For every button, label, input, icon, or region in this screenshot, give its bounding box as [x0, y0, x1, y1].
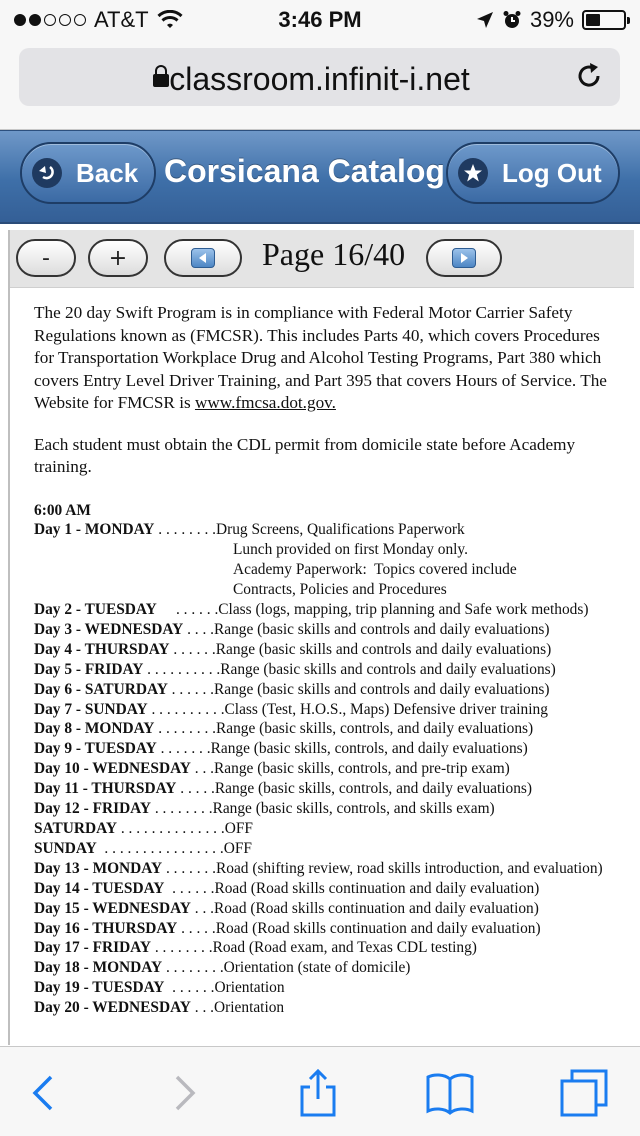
schedule-row — [34, 620, 624, 640]
page-indicator: Page 16/40 — [262, 236, 406, 272]
schedule-day: Day 4 - THURSDAY — [34, 640, 170, 658]
browser-address-area — [0, 40, 640, 130]
schedule-row — [34, 799, 624, 819]
schedule-desc: Orientation (state of domicile) — [223, 959, 411, 977]
status-time: 3:46 PM — [278, 7, 362, 32]
schedule-row — [34, 978, 624, 998]
schedule-row — [34, 998, 624, 1018]
schedule-dots: . . . . . . . . — [151, 939, 213, 957]
schedule-note: Lunch provided on first Monday only. — [233, 541, 468, 559]
schedule-dots: . . . . . . — [156, 601, 219, 619]
schedule-row — [34, 859, 624, 879]
next-page-button[interactable] — [426, 239, 502, 277]
document-page — [34, 302, 624, 1018]
schedule-desc: Range (basic skills, controls, and skills exam) — [212, 800, 495, 818]
status-right — [476, 7, 626, 33]
schedule-desc: Road (Road exam, and Texas CDL testing) — [212, 939, 477, 957]
schedule-dots: . . . . . . . . . . . . . . . . — [96, 839, 224, 857]
schedule-row — [34, 938, 624, 958]
schedule-desc: OFF — [224, 820, 253, 837]
schedule-day: Day 20 - WEDNESDAY — [34, 999, 191, 1017]
schedule-desc: Range (basic skills, controls, and daily evaluations) — [215, 720, 534, 738]
schedule-row — [34, 899, 624, 919]
schedule-day: SUNDAY — [34, 839, 97, 857]
next-arrow-icon — [452, 248, 476, 268]
schedule-day: Day 13 - MONDAY — [34, 859, 163, 877]
schedule-desc: Road (Road skills continuation and daily evaluation) — [214, 879, 540, 897]
document-edge — [8, 230, 10, 1045]
schedule-day: Day 5 - FRIDAY — [34, 660, 144, 678]
program-paragraph — [34, 302, 624, 415]
schedule-note: Contracts, Policies and Procedures — [233, 581, 447, 599]
battery-icon — [582, 10, 626, 30]
schedule-day: Day 15 - WEDNESDAY — [34, 899, 191, 917]
fmcsa-link[interactable]: www.fmcsa.dot.gov. — [194, 393, 336, 412]
back-arrow-icon — [32, 158, 62, 188]
permit-paragraph: Each student must obtain the CDL permit from domicile state before Academy training. — [34, 434, 576, 476]
battery-percent: 39% — [529, 7, 574, 32]
schedule-row — [34, 779, 624, 799]
document-viewer — [0, 224, 640, 1046]
schedule-desc: OFF — [223, 839, 252, 857]
schedule-dots: . . . . . . — [164, 979, 215, 997]
logout-button-label: Log Out — [502, 157, 602, 188]
schedule-desc: Range (basic skills and controls and daily evaluations) — [214, 680, 550, 698]
schedule-day: SATURDAY — [34, 820, 117, 837]
schedule-desc: Class (Test, H.O.S., Maps) Defensive driver training — [224, 700, 548, 718]
url-text[interactable]: classroom.infinit-i.net — [169, 61, 470, 97]
zoom-in-button[interactable]: + — [88, 239, 148, 277]
alarm-clock-icon — [502, 10, 522, 30]
status-bar — [0, 0, 640, 40]
schedule-dots: . . . . . . . . — [162, 959, 224, 977]
address-bar[interactable] — [19, 48, 620, 106]
location-arrow-icon — [476, 11, 494, 29]
schedule-day: Day 1 - MONDAY — [34, 521, 155, 539]
schedule-day: Day 8 - MONDAY — [34, 720, 155, 738]
schedule-desc: Range (basic skills, controls, and pre-trip exam) — [214, 760, 510, 778]
schedule-row — [34, 739, 624, 759]
reload-icon[interactable] — [574, 61, 604, 91]
schedule-desc: Road (Road skills continuation and daily evaluation) — [214, 899, 539, 917]
forward-chevron-icon[interactable] — [158, 1067, 210, 1119]
schedule-desc: Road (Road skills continuation and daily evaluation) — [215, 919, 541, 937]
schedule-dots: . . . . . . . . — [154, 720, 216, 738]
schedule-day: Day 16 - THURSDAY — [34, 919, 178, 937]
schedule-desc: Class (logs, mapping, trip planning and Safe work methods) — [218, 601, 589, 619]
schedule-dots: . . . . . . . — [162, 859, 216, 877]
schedule-dots: . . . . . . — [169, 640, 216, 658]
schedule-desc: Range (basic skills and controls and daily evaluations) — [215, 640, 552, 658]
schedule-desc: Range (basic skills, controls, and daily evaluations) — [210, 740, 528, 758]
schedule — [34, 501, 624, 1019]
schedule-row — [34, 600, 624, 620]
schedule-rows — [34, 600, 624, 1018]
page-toolbar — [10, 230, 634, 288]
schedule-desc: Range (basic skills and controls and daily evaluations) — [214, 620, 550, 638]
bookmarks-icon[interactable] — [424, 1067, 476, 1119]
page-title: Corsicana Catalog — [164, 153, 445, 189]
back-chevron-icon[interactable] — [18, 1067, 70, 1119]
schedule-dots: . . . . . . . . . . — [143, 660, 221, 678]
schedule-row — [34, 640, 624, 660]
schedule-row — [34, 719, 624, 739]
schedule-day: Day 12 - FRIDAY — [34, 800, 151, 818]
schedule-row — [34, 819, 624, 839]
schedule-dots: . . . — [190, 999, 215, 1017]
back-button-label: Back — [76, 157, 139, 188]
schedule-day: Day 3 - WEDNESDAY — [34, 620, 184, 638]
schedule-dots: . . . — [190, 760, 215, 778]
schedule-dots: . . . . . . — [167, 680, 214, 698]
schedule-row — [34, 759, 624, 779]
schedule-day: Day 7 - SUNDAY — [34, 700, 148, 718]
schedule-desc: Orientation — [214, 999, 285, 1017]
schedule-dots: . . . . . . . . — [151, 800, 213, 818]
schedule-note: Academy Paperwork: Topics covered include — [233, 561, 517, 579]
schedule-row — [34, 680, 624, 700]
share-icon[interactable] — [292, 1067, 344, 1119]
schedule-day: Day 6 - SATURDAY — [34, 680, 168, 698]
schedule-desc: Range (basic skills, controls, and daily evaluations) — [214, 780, 533, 798]
schedule-dots: . . . . — [183, 620, 215, 638]
carrier-name: AT&T — [94, 7, 149, 32]
previous-page-button[interactable] — [164, 239, 242, 277]
tabs-icon[interactable] — [558, 1067, 610, 1119]
browser-toolbar — [0, 1046, 640, 1136]
schedule-row — [34, 919, 624, 939]
previous-arrow-icon — [191, 248, 215, 268]
schedule-dots: . . . . . — [177, 919, 216, 937]
schedule-dots: . . . . . . . . . . . . . . — [116, 820, 225, 837]
schedule-dots: . . . . . . — [164, 879, 215, 897]
schedule-dots: . . . . . . . — [156, 740, 211, 758]
schedule-desc: Drug Screens, Qualifications Paperwork — [215, 521, 465, 539]
schedule-dots: . . . . . . . . — [154, 521, 216, 539]
schedule-day: Day 17 - FRIDAY — [34, 939, 151, 957]
app-header — [0, 130, 640, 224]
schedule-desc: Range (basic skills and controls and daily evaluations) — [220, 660, 556, 678]
schedule-start-time: 6:00 AM — [34, 501, 91, 519]
schedule-dots: . . . . . — [176, 780, 215, 798]
schedule-day: Day 9 - TUESDAY — [34, 740, 157, 758]
schedule-row — [34, 660, 624, 680]
battery-level-fill — [586, 14, 600, 26]
schedule-day: Day 11 - THURSDAY — [34, 780, 177, 798]
program-text: The 20 day Swift Program is in compliance with Federal Motor Carrier Safety Regulations known as (FMCSR). This includes Parts 40, which covers Procedures for Transportation Workplace Drug and Alcohol Testing Programs, Part 380 which covers Entry Level Driver Training, and Part 395 that covers Hours of Service. The Website for FMCSR is — [34, 303, 607, 412]
zoom-out-button[interactable]: - — [16, 239, 76, 277]
schedule-day: Day 2 - TUESDAY — [34, 601, 157, 619]
schedule-row — [34, 879, 624, 899]
schedule-day: Day 14 - TUESDAY — [34, 879, 165, 897]
logout-button[interactable] — [446, 142, 620, 204]
schedule-desc: Orientation — [214, 979, 285, 997]
schedule-row — [34, 520, 624, 540]
schedule-day: Day 10 - WEDNESDAY — [34, 760, 191, 778]
star-icon — [458, 158, 488, 188]
schedule-row — [34, 700, 624, 720]
schedule-row — [34, 839, 624, 859]
schedule-row — [34, 958, 624, 978]
schedule-day: Day 18 - MONDAY — [34, 959, 163, 977]
schedule-dots: . . . . . . . . . . — [147, 700, 225, 718]
schedule-day: Day 19 - TUESDAY — [34, 979, 165, 997]
back-button[interactable] — [20, 142, 156, 204]
schedule-dots: . . . — [190, 899, 215, 917]
schedule-desc: Road (shifting review, road skills introduction, and evaluation) — [215, 859, 603, 877]
